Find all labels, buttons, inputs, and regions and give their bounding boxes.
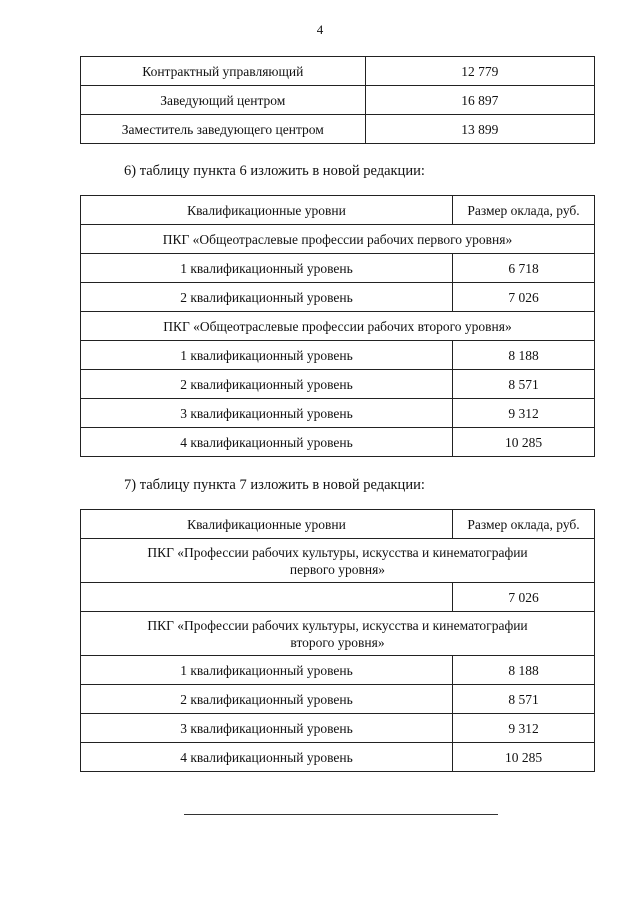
header-salary: Размер оклада, руб. (453, 510, 595, 539)
paragraph-7: 7) таблицу пункта 7 изложить в новой редакции: (124, 477, 425, 493)
salary-cell: 13 899 (365, 115, 594, 144)
table-row (81, 57, 595, 86)
position-cell: Контрактный управляющий (81, 57, 366, 86)
salary-cell: 8 188 (453, 656, 595, 685)
group-title (81, 539, 595, 583)
salary-cell: 9 312 (453, 399, 595, 428)
table-row (81, 656, 595, 685)
group-title-line: первого уровня» (289, 561, 386, 577)
salary-cell: 7 026 (453, 283, 595, 312)
table-row (81, 254, 595, 283)
position-cell: Заместитель заведующего центром (81, 115, 366, 144)
level-cell: 3 квалификационный уровень (81, 714, 453, 743)
salary-cell: 6 718 (453, 254, 595, 283)
salary-cell: 8 188 (453, 341, 595, 370)
salary-table-point-6 (80, 195, 595, 457)
group-title (81, 612, 595, 656)
salary-cell: 10 285 (453, 428, 595, 457)
position-cell: Заведующий центром (81, 86, 366, 115)
salary-table-point-7 (80, 509, 595, 772)
table-row (81, 283, 595, 312)
table-row (81, 341, 595, 370)
level-cell: 4 квалификационный уровень (81, 743, 453, 772)
group-row (81, 312, 595, 341)
table-row (81, 743, 595, 772)
page-number: 4 (316, 22, 324, 37)
group-row (81, 612, 595, 656)
group-title: ПКГ «Общеотраслевые профессии рабочих второго уровня» (81, 312, 595, 341)
level-cell (81, 583, 453, 612)
salary-cell: 9 312 (453, 714, 595, 743)
group-row (81, 225, 595, 254)
level-cell: 2 квалификационный уровень (81, 283, 453, 312)
group-title-line: второго уровня» (290, 634, 385, 650)
level-cell: 2 квалификационный уровень (81, 370, 453, 399)
salary-cell: 8 571 (453, 370, 595, 399)
table-header-row (81, 510, 595, 539)
level-cell: 2 квалификационный уровень (81, 685, 453, 714)
paragraph-6: 6) таблицу пункта 6 изложить в новой редакции: (124, 163, 425, 179)
group-title-line: ПКГ «Профессии рабочих культуры, искусства и кинематографии (147, 617, 528, 633)
level-cell: 4 квалификационный уровень (81, 428, 453, 457)
table-row (81, 86, 595, 115)
table-row (81, 428, 595, 457)
header-salary: Размер оклада, руб. (453, 196, 595, 225)
table-row (81, 399, 595, 428)
salary-cell: 10 285 (453, 743, 595, 772)
table-row (81, 714, 595, 743)
header-levels: Квалификационные уровни (81, 196, 453, 225)
table-row (81, 685, 595, 714)
table-row (81, 115, 595, 144)
salary-cell: 8 571 (453, 685, 595, 714)
level-cell: 1 квалификационный уровень (81, 254, 453, 283)
level-cell: 1 квалификационный уровень (81, 341, 453, 370)
salary-cell: 12 779 (365, 57, 594, 86)
group-row (81, 539, 595, 583)
table-row (81, 370, 595, 399)
header-levels: Квалификационные уровни (81, 510, 453, 539)
salary-cell: 7 026 (453, 583, 595, 612)
footer-divider (184, 814, 498, 815)
table-header-row (81, 196, 595, 225)
level-cell: 3 квалификационный уровень (81, 399, 453, 428)
salary-cell: 16 897 (365, 86, 594, 115)
group-title: ПКГ «Общеотраслевые профессии рабочих первого уровня» (81, 225, 595, 254)
group-title-line: ПКГ «Профессии рабочих культуры, искусства и кинематографии (147, 544, 528, 560)
level-cell: 1 квалификационный уровень (81, 656, 453, 685)
table-row (81, 583, 595, 612)
salary-table-positions (80, 56, 595, 144)
